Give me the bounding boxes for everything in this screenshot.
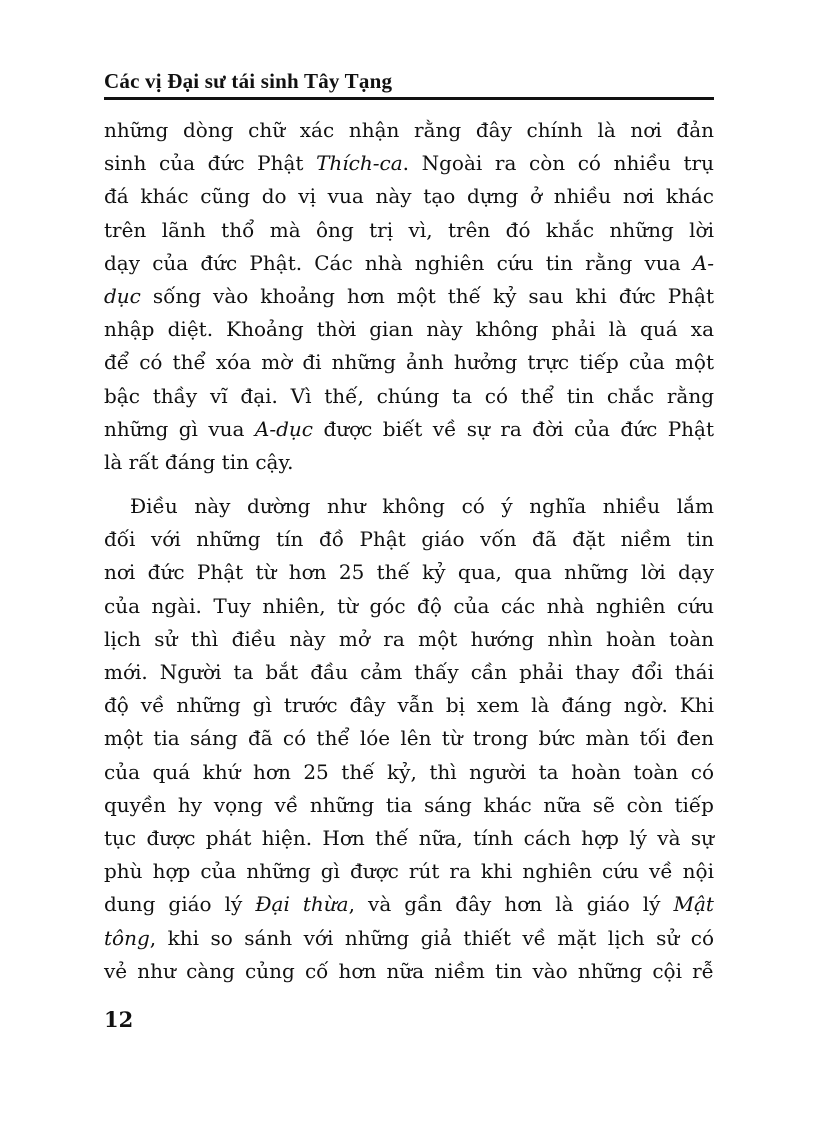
italic-term: Đại thừa [255, 892, 349, 917]
book-title: Các vị Đại sư tái sinh Tây Tạng [104, 69, 393, 93]
italic-term: dục [104, 283, 141, 308]
italic-term: A-dục [254, 416, 314, 441]
text-line: trên lãnh thổ mà ông trị vì, trên đó khắc những lời [104, 217, 714, 242]
text-line: để có thể xóa mờ đi những ảnh hưởng trực tiếp của một [104, 350, 714, 375]
text-line: nơi đức Phật từ hơn 25 thế kỷ qua, qua những lời dạy [104, 560, 714, 585]
text-line: quyền hy vọng về những tia sáng khác nữa sẽ còn tiếp [104, 792, 714, 817]
italic-term: tông [104, 925, 150, 950]
italic-term: A- [692, 250, 714, 275]
text-line: độ về những gì trước đây vẫn bị xem là đáng ngờ. Khi [104, 693, 714, 718]
text-line: lịch sử thì điều này mở ra một hướng nhìn hoàn toàn [104, 626, 714, 651]
text-line: dục sống vào khoảng hơn một thế kỷ sau khi đức Phật [104, 283, 714, 308]
text-line: dung giáo lý Đại thừa, và gần đây hơn là giáo lý Mật [104, 892, 714, 917]
text-line: tục được phát hiện. Hơn thế nữa, tính cách hợp lý và sự [104, 825, 714, 850]
paragraph-2 [104, 490, 714, 988]
text-line: của ngài. Tuy nhiên, từ góc độ của các nhà nghiên cứu [104, 593, 714, 618]
text-line: đối với những tín đồ Phật giáo vốn đã đặt niềm tin [104, 527, 714, 552]
running-header [104, 68, 714, 98]
text-line: mới. Người ta bắt đầu cảm thấy cần phải thay đổi thái [104, 660, 714, 684]
italic-term: Thích-ca [316, 151, 403, 176]
body-text [104, 114, 714, 988]
text-line: đá khác cũng do vị vua này tạo dựng ở nhiều nơi khác [104, 184, 714, 209]
text-line: của quá khứ hơn 25 thế kỷ, thì người ta hoàn toàn có [104, 759, 714, 784]
text-line: là rất đáng tin cậy. [104, 449, 294, 474]
text-line: phù hợp của những gì được rút ra khi nghiên cứu về nội [104, 859, 714, 884]
text-line: sinh của đức Phật Thích-ca. Ngoài ra còn có nhiều trụ [104, 151, 715, 176]
text-line: Điều này dường như không có ý nghĩa nhiều lắm [130, 494, 714, 519]
page-number: 12 [104, 1007, 134, 1032]
header-rule [104, 97, 714, 100]
text-line: những gì vua A-dục được biết về sự ra đời của đức Phật [104, 416, 714, 441]
text-line: một tia sáng đã có thể lóe lên từ trong bức màn tối đen [104, 726, 714, 751]
text-line: những dòng chữ xác nhận rằng đây chính là nơi đản [104, 118, 714, 142]
text-line: bậc thầy vĩ đại. Vì thế, chúng ta có thể tin chắc rằng [104, 383, 714, 408]
paragraph-1 [104, 114, 714, 479]
text-line: vẻ như càng củng cố hơn nữa niềm tin vào những cội rễ [104, 958, 714, 983]
text-line: tông, khi so sánh với những giả thiết về mặt lịch sử có [104, 925, 714, 950]
italic-term: Mật [673, 892, 714, 917]
text-line: dạy của đức Phật. Các nhà nghiên cứu tin rằng vua A- [104, 250, 714, 275]
text-line: nhập diệt. Khoảng thời gian này không phải là quá xa [104, 317, 714, 342]
